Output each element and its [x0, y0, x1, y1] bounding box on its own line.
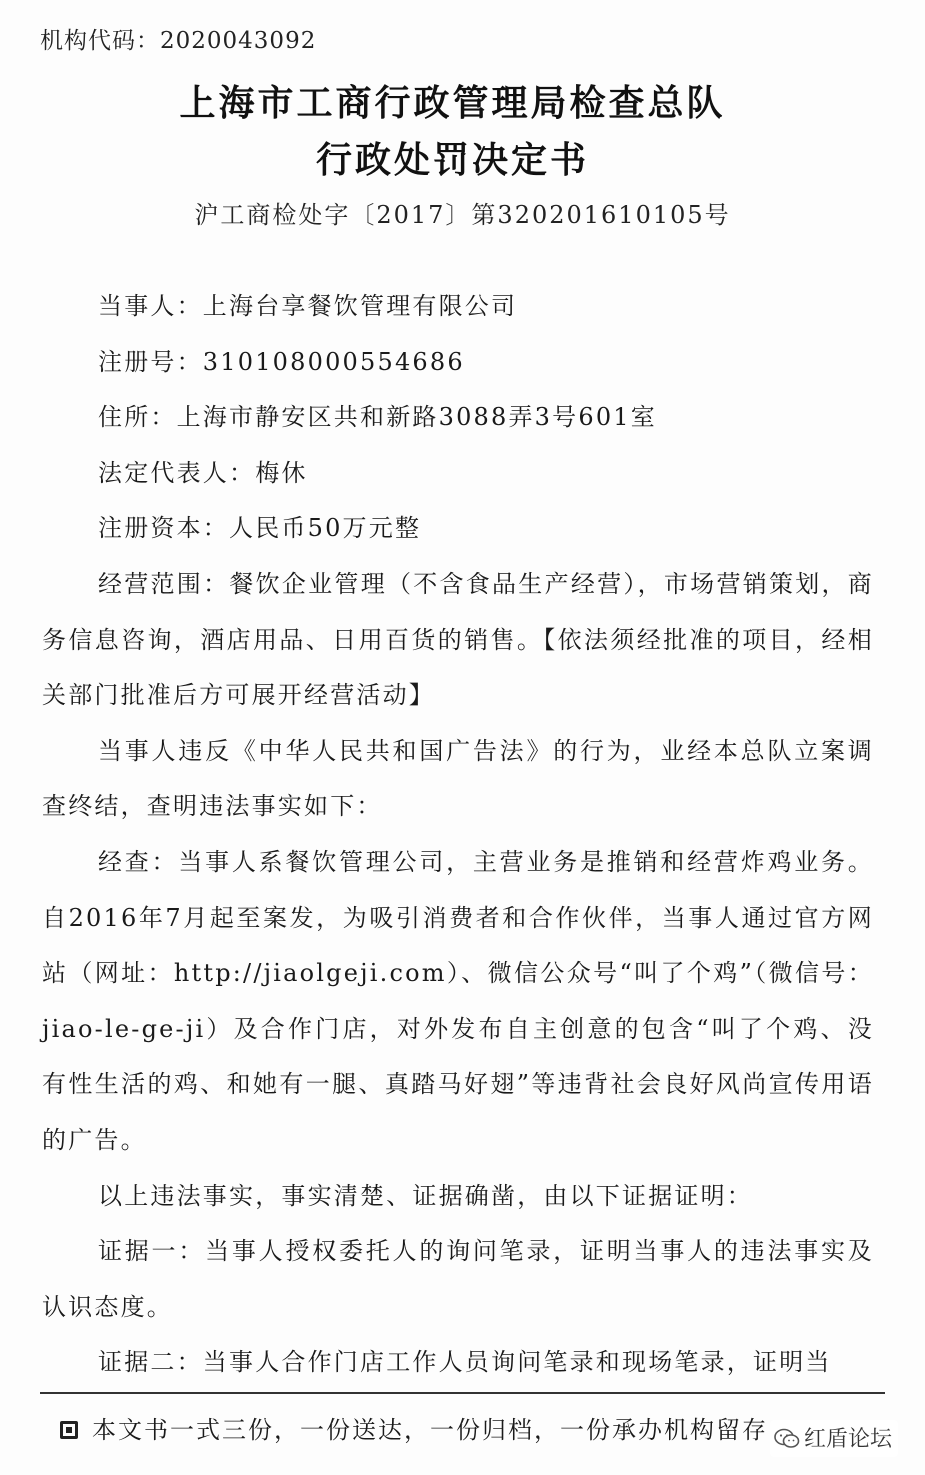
footer-note-text: 本文书一式三份，一份送达，一份归档，一份承办机构留存	[92, 1416, 768, 1444]
org-code: 机构代码：2020043092	[40, 28, 317, 54]
watermark	[770, 1420, 898, 1457]
square-bullet-icon	[60, 1421, 78, 1439]
evidence-2-paragraph: 证据二：当事人合作门店工作人员询问笔录和现场笔录，证明当	[98, 1348, 832, 1377]
footer-note	[60, 1410, 768, 1445]
party-legal-rep: 法定代表人：梅休	[98, 458, 308, 487]
document-number: 沪工商检处字〔2017〕第320201610105号	[194, 201, 731, 229]
document-title-line1: 上海市工商行政管理局检查总队	[179, 82, 726, 124]
evidence-1-paragraph: 证据一：当事人授权委托人的询问笔录，证明当事人的违法事实及认识态度。	[42, 1237, 874, 1321]
party-name: 当事人：上海台享餐饮管理有限公司	[98, 292, 518, 320]
findings-paragraph: 经查：当事人系餐饮管理公司，主营业务是推销和经营炸鸡业务。自2016年7月起至案发，为吸引消费者和合作伙伴，当事人通过官方网站（网址：http://jiaolgeji.com）、微信公众号“叫了个鸡”（微信号：jiao-le-ge-ji）及合作门店，对外发布自主创意的包含“叫了个鸡、没有性生活的鸡、和她有一腿、真踏马好翅”等违背社会良好风尚宣传用语的广告。	[42, 847, 874, 1154]
party-capital: 注册资本：人民币50万元整	[98, 514, 422, 543]
document-title-line2: 行政处罚决定书	[315, 139, 589, 181]
party-scope: 经营范围：餐饮企业管理（不含食品生产经营），市场营销策划，商务信息咨询，酒店用品、日用百货的销售。【依法须经批准的项目，经相关部门批准后方可展开经营活动】	[42, 569, 874, 710]
party-address: 住所：上海市静安区共和新路3088弄3号601室	[98, 403, 657, 432]
watermark-text: 红盾论坛	[804, 1427, 893, 1452]
wechat-icon	[774, 1428, 800, 1450]
intro-paragraph: 当事人违反《中华人民共和国广告法》的行为，业经本总队立案调查终结，查明违法事实如下：	[42, 736, 874, 821]
footer-divider	[40, 1392, 885, 1394]
party-reg-no: 注册号：310108000554686	[98, 347, 465, 376]
document-body	[42, 279, 874, 1391]
evidence-intro-paragraph: 以上违法事实，事实清楚、证据确凿，由以下证据证明：	[98, 1181, 753, 1210]
